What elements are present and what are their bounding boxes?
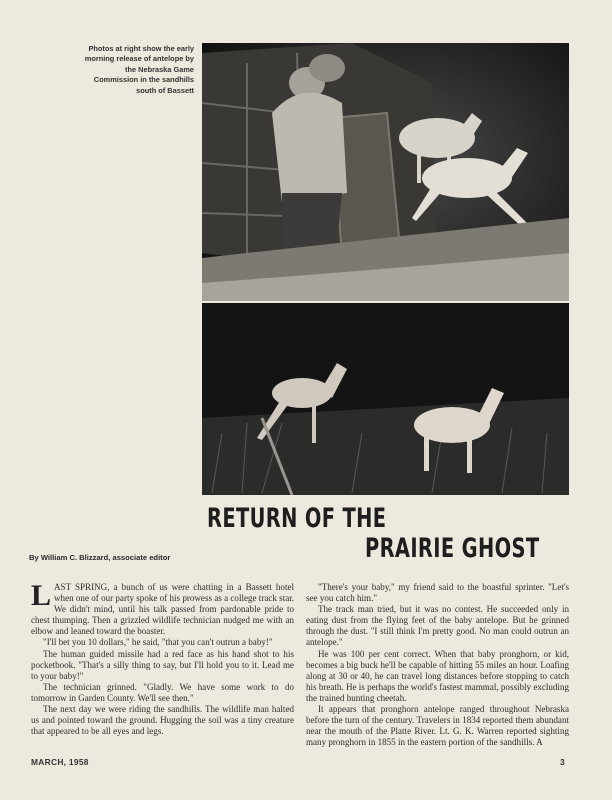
page-number: 3 — [560, 757, 565, 767]
drop-cap: L — [31, 579, 52, 612]
paragraph: The technician grinned. "Gladly. We have some work to do tomorrow in Garden County. We'll see then." — [31, 681, 294, 703]
article-column-left — [31, 579, 294, 737]
paragraph: The next day we were riding the sandhills. The wildlife man halted us and pointed toward the ground. Hugging the soil was a tiny creature that appeared to be all eyes and legs. — [31, 704, 294, 737]
paragraph-text: AST SPRING, a bunch of us were chatting in a Bassett hotel when one of our party spoke of his prowess as a college track star. We didn't mind, until his talk passed from pardonable pride to chest thumping. Then a grizzled wildlife technician nudged me with an elbow and leaned toward the boaster. — [31, 582, 294, 637]
photo-caption: Photos at right show the early morning release of antelope by the Nebraska Game Commission in the sandhills south of Bassett — [84, 44, 194, 95]
photo-antelope-night — [202, 303, 569, 495]
article-column-right — [306, 582, 569, 748]
paragraph: He was 100 per cent correct. When that baby pronghorn, or kid, becomes a big buck he'll be capable of hitting 55 miles an hour. Loafing along at 30 or 40, he can travel long distances before stopping to catch his breath. He is perhaps the world's fastest mammal, possibly excluding the trained hunting cheetah. — [306, 648, 569, 703]
paragraph: "I'll bet you 10 dollars," he said, "that you can't outrun a baby!" — [43, 637, 273, 648]
paragraph — [31, 579, 294, 637]
article-title-line1: RETURN OF THE — [207, 503, 387, 534]
photo-antelope-release — [202, 43, 569, 301]
article-title-line2: PRAIRIE GHOST — [365, 533, 540, 564]
paragraph: The human guided missile had a red face as his hand shot to his pocketbook. "That's a silly thing to say, but I'll hold you to it. Lead me to your baby!" — [31, 648, 294, 681]
paragraph: It appears that pronghorn antelope ranged throughout Nebraska before the turn of the century. Travelers in 1834 reported them abundant near the mouth of the Platte River. Lt. G. K. Warren reported sighting many pronghorn in 1855 in the eastern portion of the sandhills. A — [306, 704, 569, 748]
paragraph: "There's your baby," my friend said to the boastful sprinter. "Let's see you catch him." — [306, 582, 569, 604]
byline: By William C. Blizzard, associate editor — [29, 553, 171, 562]
footer-date: MARCH, 1958 — [31, 757, 89, 767]
paragraph: The track man tried, but it was no contest. He succeeded only in eating dust from the flying feet of the baby antelope. But he grinned through the dust. "I still think I'm pretty good. No man could outrun an antelope." — [306, 604, 569, 648]
